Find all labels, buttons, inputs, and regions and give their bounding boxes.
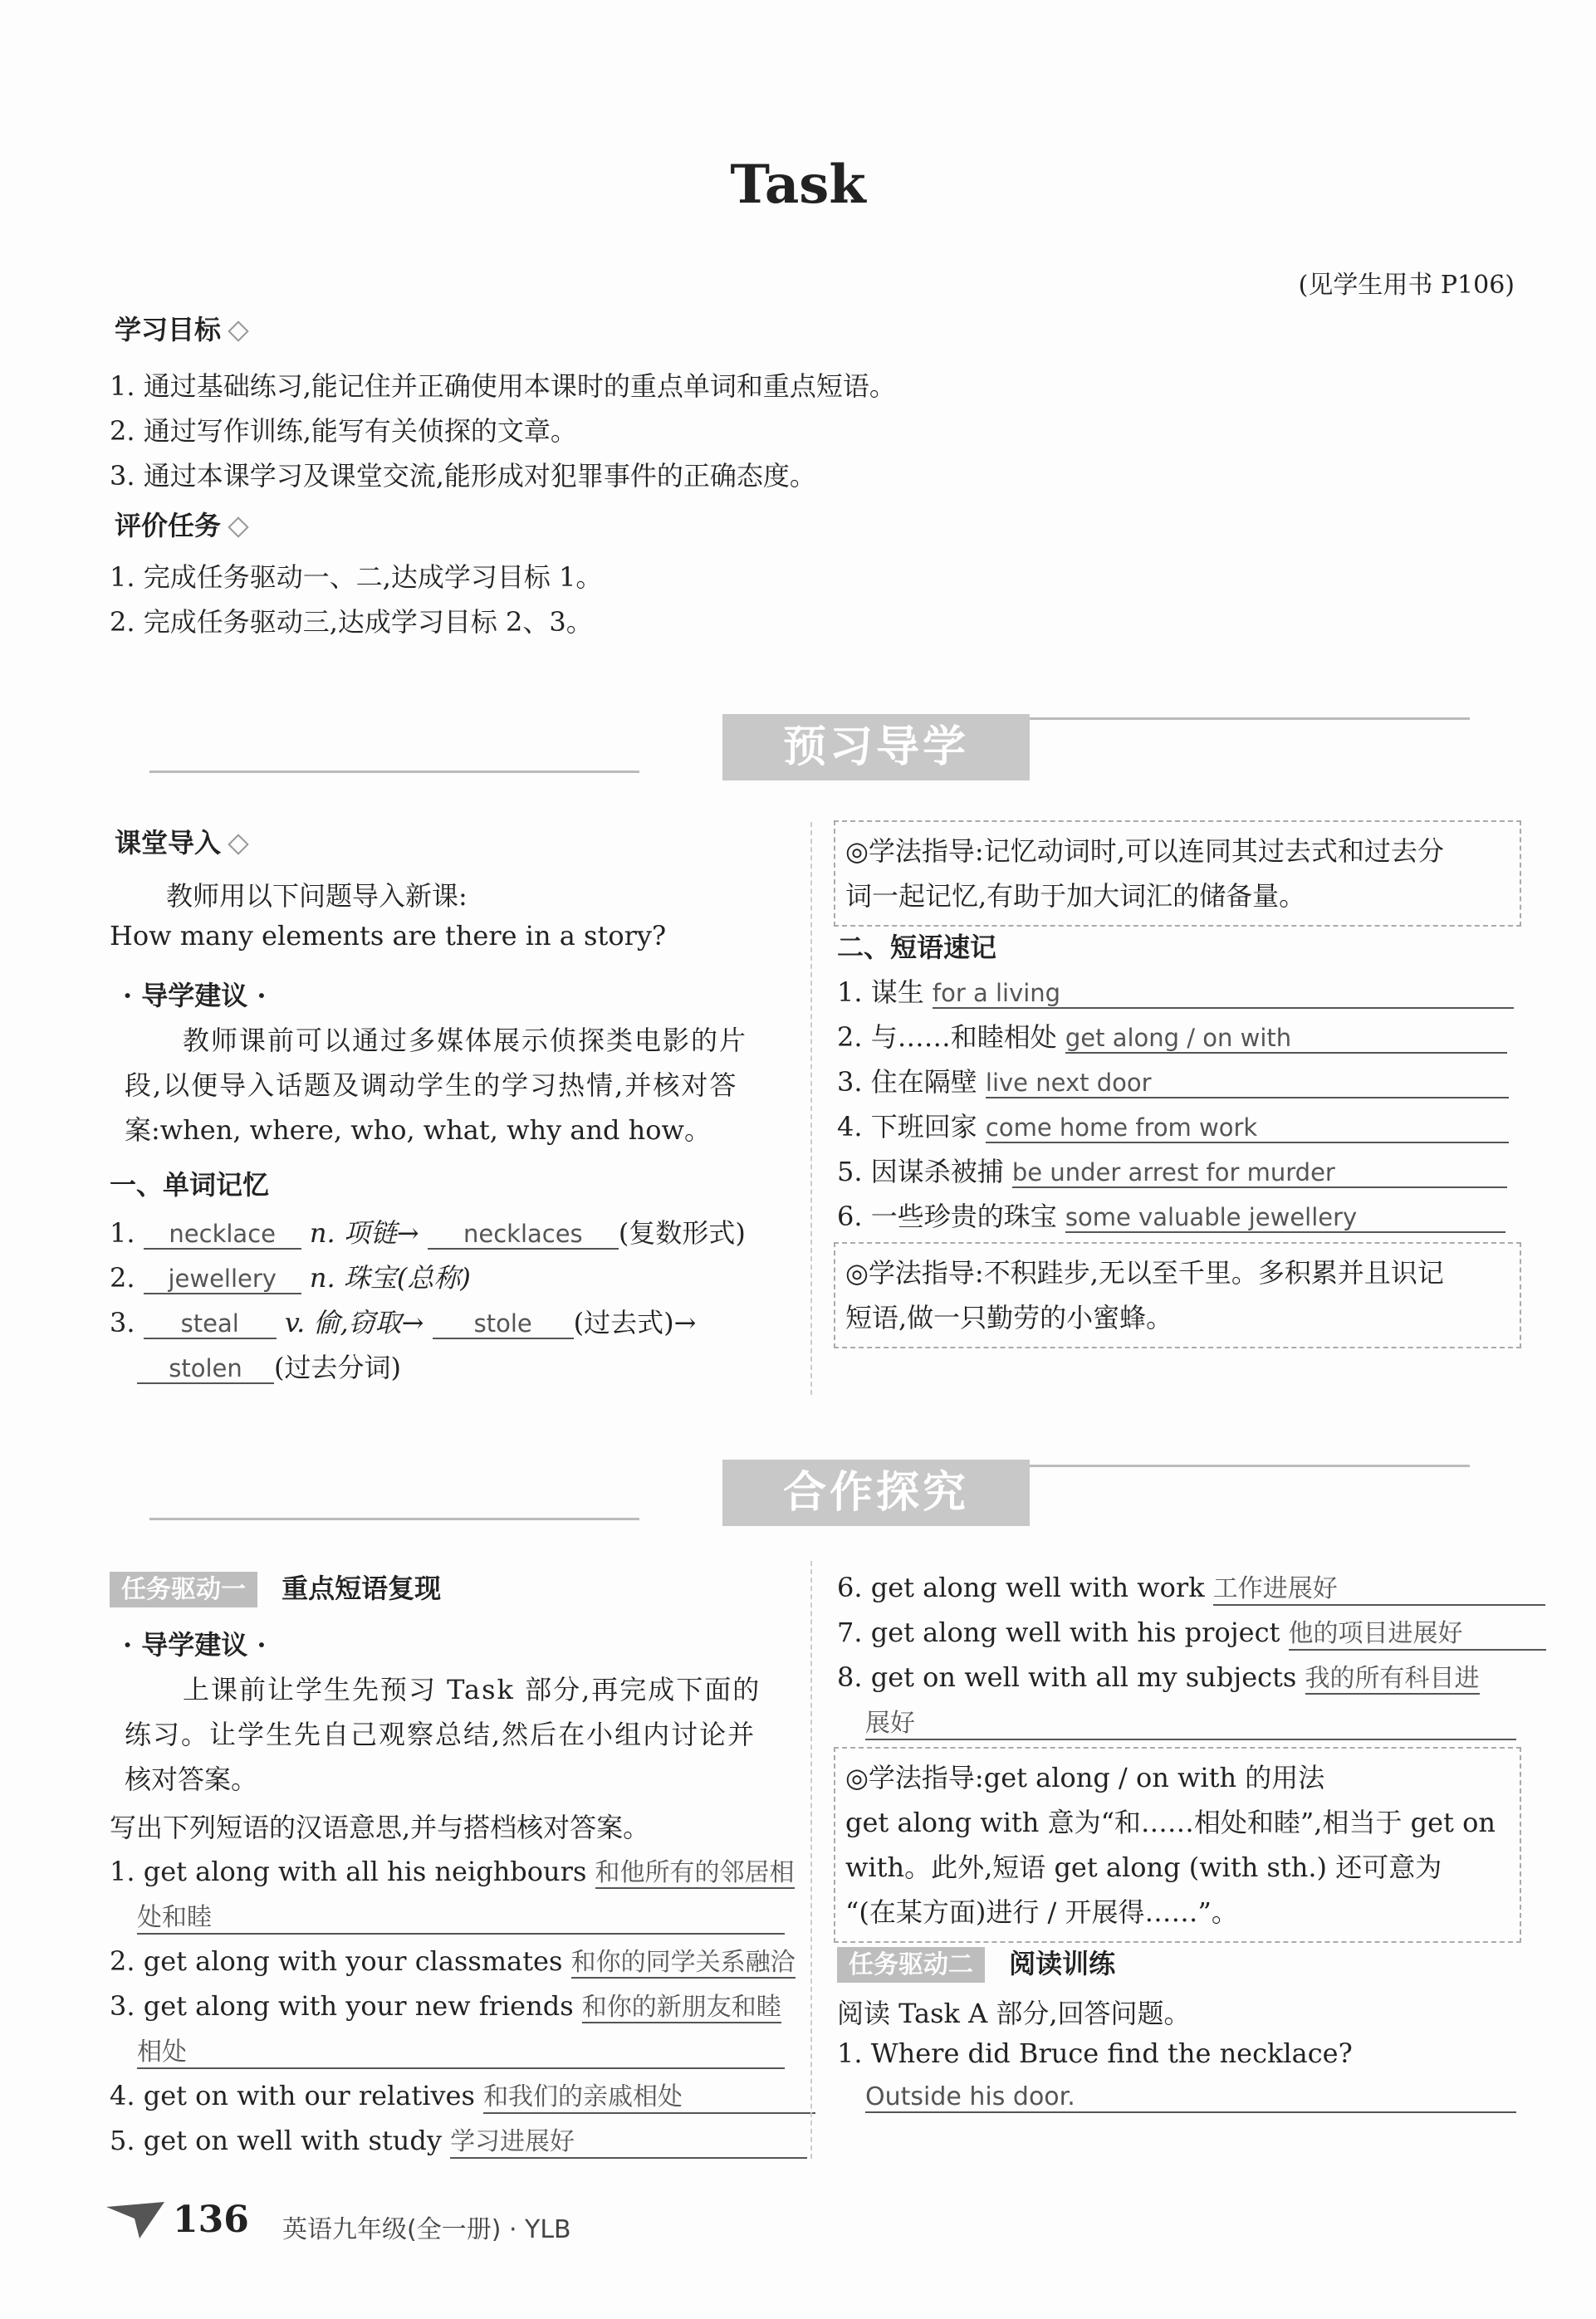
goal-item: 2. 通过写作训练,能写有关侦探的文章。	[110, 415, 577, 447]
phrase-translation-item: 2. get along with your classmates 和你的同学关系融洽	[110, 1945, 796, 1977]
phrases-heading: 二、短语速记	[837, 932, 997, 963]
diamond-icon	[228, 516, 248, 537]
answer-blank: steal	[144, 1309, 277, 1339]
evaluation-item: 1. 完成任务驱动一、二,达成学习目标 1。	[110, 561, 603, 593]
answer-text: 和你的新朋友和睦	[581, 1993, 781, 2022]
phrase-translation-item: 7. get along well with his project 他的项目进展好	[837, 1612, 1546, 1651]
suggestion-line: 案:when, where, who, what, why and how。	[125, 1114, 711, 1146]
diamond-icon	[228, 834, 248, 854]
textbook-reference: (见学生用书 P106)	[1298, 271, 1515, 300]
phrase-translation-item: 5. get on well with study 学习进展好	[110, 2121, 807, 2159]
answer-blank: stolen	[137, 1354, 274, 1384]
column-divider	[810, 1561, 812, 2159]
answer-blank: jewellery	[144, 1265, 301, 1294]
evaluation-heading: 评价任务	[115, 505, 246, 543]
answer-text: 处和睦	[137, 1896, 785, 1935]
intro-heading: 课堂导入	[115, 822, 246, 860]
answer-text: 和你的同学关系融洽	[570, 1948, 796, 1977]
answer-text: 展好	[865, 1702, 1516, 1740]
task-title: 阅读训练	[1009, 1948, 1116, 1979]
suggestion-label: · 导学建议 ·	[123, 1629, 267, 1661]
goal-item: 3. 通过本课学习及课堂交流,能形成对犯罪事件的正确态度。	[110, 460, 816, 492]
phrase-item: 2. 与……和睦相处 get along / on with	[837, 1016, 1507, 1054]
task-tag: 任务驱动二	[837, 1947, 985, 1983]
page-title: Task	[730, 154, 866, 216]
answer-blank: be under arrest for murder	[1012, 1158, 1507, 1188]
suggestion-line: 上课前让学生先预习 Task 部分,再完成下面的	[183, 1674, 761, 1705]
word-item-3: 3. steal v. 偷,窃取→ stole (过去式)→	[110, 1307, 697, 1338]
answer-text: 和他所有的邻居相	[595, 1858, 795, 1887]
phrase-translation-item: 6. get along well with work 工作进展好	[837, 1568, 1545, 1606]
task2-instruction: 阅读 Task A 部分,回答问题。	[837, 1998, 1191, 2029]
word-item-1: 1. necklace n. 项链→ necklaces (复数形式)	[110, 1217, 746, 1249]
suggestion-line: 核对答案。	[125, 1764, 258, 1795]
task1-header	[110, 1568, 441, 1606]
answer-blank: come home from work	[986, 1113, 1509, 1143]
intro-line: 教师用以下问题导入新课:	[166, 880, 468, 912]
answer-blank: for a living	[933, 979, 1514, 1009]
phrase-translation-item: 1. get along with all his neighbours 和他所有的邻居相	[110, 1856, 795, 1887]
diamond-icon	[228, 320, 248, 341]
goals-heading: 学习目标	[115, 309, 246, 347]
phrase-item: 6. 一些珍贵的珠宝 some valuable jewellery	[837, 1196, 1505, 1234]
book-title: 英语九年级(全一册) · YLB	[282, 2215, 571, 2244]
study-tip: ◎学法指导:get along / on with 的用法 get along with 意为“和……相处和睦”,相当于 get on with。此外,短语 get along (with sth.) 还可意为 “(在某方面)进行 / 开展得……”。	[834, 1747, 1521, 1943]
banner-rule	[149, 1518, 639, 1520]
answer-text: 工作进展好	[1213, 1568, 1545, 1606]
answer-text: 学习进展好	[450, 2121, 807, 2159]
words-heading: 一、单词记忆	[110, 1169, 270, 1201]
answer-text: 相处	[137, 2031, 785, 2069]
study-tip: ◎学法指导:记忆动词时,可以连同其过去式和过去分 词一起记忆,有助于加大词汇的储备量。	[834, 820, 1521, 927]
phrase-translation-item: 8. get on well with all my subjects 我的所有科目进	[837, 1661, 1480, 1693]
task-tag: 任务驱动一	[110, 1572, 257, 1607]
answer-blank: stole	[433, 1309, 574, 1339]
goal-item: 1. 通过基础练习,能记住并正确使用本课时的重点单词和重点短语。	[110, 370, 896, 402]
reading-answer: Outside his door.	[865, 2082, 1516, 2113]
answer-blank: necklace	[144, 1220, 301, 1250]
phrase-item: 3. 住在隔壁 live next door	[837, 1061, 1509, 1099]
phrase-item: 4. 下班回家 come home from work	[837, 1106, 1509, 1144]
suggestion-label: · 导学建议 ·	[123, 980, 267, 1011]
answer-blank: get along / on with	[1065, 1024, 1507, 1054]
phrase-translation-item: 4. get on with our relatives 和我们的亲戚相处	[110, 2076, 815, 2114]
answer-blank: necklaces	[428, 1220, 619, 1250]
banner-rule	[149, 771, 639, 773]
answer-text: 我的所有科目进	[1305, 1664, 1480, 1693]
section-banner-preview: 预习导学	[722, 714, 1030, 780]
suggestion-line: 教师课前可以通过多媒体展示侦探类电影的片	[183, 1025, 748, 1056]
section-banner-cooperation: 合作探究	[722, 1460, 1030, 1526]
task2-header	[837, 1943, 1115, 1981]
answer-blank: some valuable jewellery	[1065, 1203, 1505, 1233]
answer-text: 和我们的亲戚相处	[483, 2076, 815, 2114]
banner-rule	[1030, 717, 1470, 720]
answer-blank: live next door	[986, 1069, 1509, 1098]
intro-question: How many elements are there in a story?	[110, 920, 667, 952]
banner-rule	[1030, 1465, 1470, 1467]
task1-instruction: 写出下列短语的汉语意思,并与搭档核对答案。	[110, 1812, 650, 1843]
suggestion-line: 段,以便导入话题及调动学生的学习热情,并核对答	[125, 1069, 738, 1101]
phrase-item: 1. 谋生 for a living	[837, 971, 1514, 1010]
word-item-3-cont: stolen (过去分词)	[137, 1347, 401, 1385]
task-title: 重点短语复现	[282, 1573, 442, 1604]
phrase-item: 5. 因谋杀被捕 be under arrest for murder	[837, 1151, 1507, 1189]
footer-arrow-icon	[106, 2202, 164, 2238]
phrase-translation-item: 3. get along with your new friends 和你的新朋友和睦	[110, 1990, 781, 2022]
word-item-2: 2. jewellery n. 珠宝(总称)	[110, 1262, 471, 1294]
suggestion-line: 练习。让学生先自己观察总结,然后在小组内讨论并	[125, 1719, 756, 1750]
column-divider	[810, 822, 812, 1395]
page-number: 136	[173, 2199, 249, 2241]
evaluation-item: 2. 完成任务驱动三,达成学习目标 2、3。	[110, 606, 593, 638]
answer-text: 他的项目进展好	[1289, 1612, 1546, 1651]
study-tip: ◎学法指导:不积跬步,无以至千里。多积累并且识记 短语,做一只勤劳的小蜜蜂。	[834, 1242, 1521, 1348]
reading-question: 1. Where did Bruce find the necklace?	[837, 2038, 1353, 2069]
